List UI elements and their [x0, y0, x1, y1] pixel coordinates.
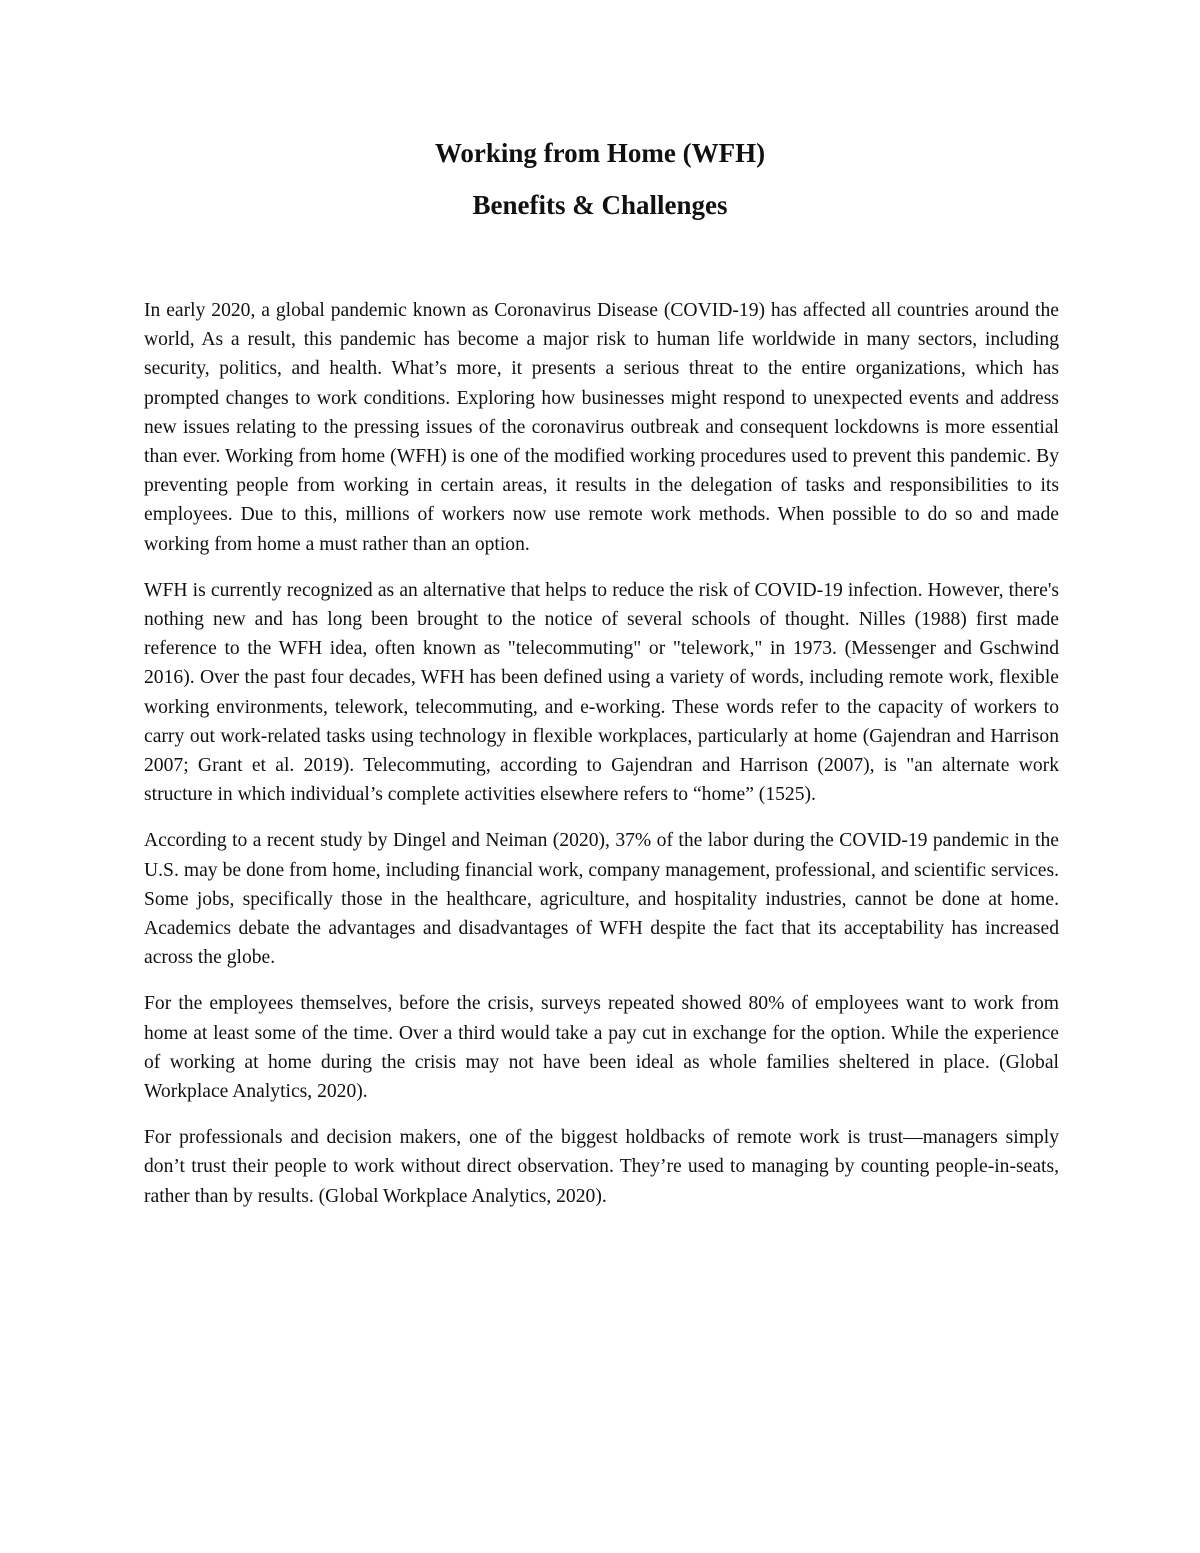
- paragraph-intro: In early 2020, a global pandemic known as Coronavirus Disease (COVID-19) has affected all countries around the world, As a result, this pandemic has become a major risk to human life worldwide in many sectors, including security, politics, and health. What’s more, it presents a serious threat to the entire organizations, which has prompted changes to work conditions. Exploring how businesses might respond to unexpected events and address new issues relating to the pressing issues of the coronavirus outbreak and consequent lockdowns is more essential than ever. Working from home (WFH) is one of the modified working procedures used to prevent this pandemic. By preventing people from working in certain areas, it results in the delegation of tasks and responsibilities to its employees. Due to this, millions of workers now use remote work methods. When possible to do so and made working from home a must rather than an option.: [144, 300, 1059, 555]
- document-subtitle: Benefits & Challenges: [472, 190, 728, 220]
- paragraph-managers-trust: For professionals and decision makers, one of the biggest holdbacks of remote work is trust—managers simply don’t trust their people to work without direct observation. They’re used to managing by counting people-in-seats, rather than by results. (Global Workplace Analytics, 2020).: [144, 1127, 1059, 1207]
- document-body: [144, 296, 1059, 1228]
- paragraph-employees: For the employees themselves, before the crisis, surveys repeated showed 80% of employees want to work from home at least some of the time. Over a third would take a pay cut in exchange for the option. While the experience of working at home during the crisis may not have been ideal as whole families sheltered in place. (Global Workplace Analytics, 2020).: [144, 993, 1059, 1103]
- paragraph-wfh-definition: WFH is currently recognized as an alternative that helps to reduce the risk of COVID-19 infection. However, there's nothing new and has long been brought to the notice of several schools of thought. Nilles (1988) first made reference to the WFH idea, often known as "telecommuting" or "telework," in 1973. (Messenger and Gschwind 2016). Over the past four decades, WFH has been defined using a variety of words, including remote work, flexible working environments, telework, telecommuting, and e-working. These words refer to the capacity of workers to carry out work-related tasks using technology in flexible workplaces, particularly at home (Gajendran and Harrison 2007; Grant et al. 2019). Telecommuting, according to Gajendran and Harrison (2007), is "an alternate work structure in which individual’s complete activities elsewhere refers to “home” (1525).: [144, 579, 1059, 806]
- title-block: [0, 138, 1200, 220]
- paragraph-dingel-neiman: According to a recent study by Dingel and Neiman (2020), 37% of the labor during the COVID-19 pandemic in the U.S. may be done from home, including financial work, company management, professional, and scientific services. Some jobs, specifically those in the healthcare, agriculture, and hospitality industries, cannot be done at home. Academics debate the advantages and disadvantages of WFH despite the fact that its acceptability has increased across the globe.: [144, 830, 1059, 969]
- document-title: Working from Home (WFH): [434, 138, 766, 168]
